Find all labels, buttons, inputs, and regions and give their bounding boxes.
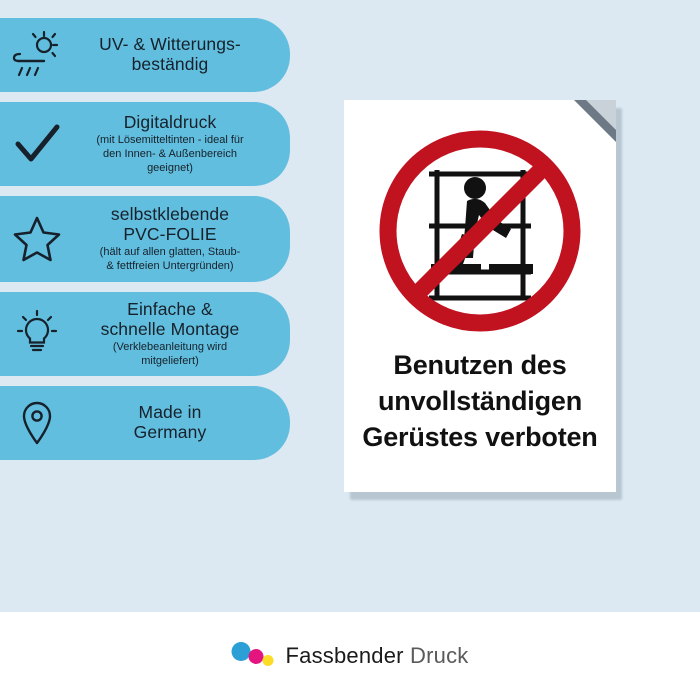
peel-corner-front-icon <box>586 100 616 130</box>
brand-name-suffix: Druck <box>403 643 469 668</box>
feature-main-line: Germany <box>133 422 207 442</box>
sign-text-line: Gerüstes verboten <box>362 421 598 452</box>
feature-main-line: Einfache & <box>127 299 213 320</box>
sign-text-line: Benutzen des <box>393 350 567 380</box>
feature-list <box>0 18 290 470</box>
feature-sub-line: mitgeliefert) <box>141 354 199 367</box>
feature-main-line: Made in <box>138 402 202 423</box>
feature-sub-line: (hält auf allen glatten, Staub- <box>99 245 241 258</box>
feature-text <box>68 403 276 442</box>
dot-cyan <box>232 642 251 661</box>
feature-sub-line: & fettfreien Untergründen) <box>106 259 234 272</box>
feature-item-easy-mounting <box>0 292 290 376</box>
feature-sub-line: den Innen- & Außenbereich <box>103 147 237 160</box>
location-pin-icon <box>6 392 68 454</box>
sign-text-line: unvollständigen <box>377 385 582 416</box>
footer-bar <box>0 612 700 700</box>
cmyk-dots-icon <box>232 641 278 671</box>
prohibition-incomplete-scaffold-icon <box>371 122 589 340</box>
feature-text <box>68 113 276 175</box>
lightbulb-icon <box>6 303 68 365</box>
sun-rain-icon <box>6 24 68 86</box>
feature-main-line: UV- & Witterungs- <box>99 34 241 55</box>
feature-item-made-in-germany <box>0 386 290 460</box>
brand-logo <box>232 641 469 671</box>
sign-warning-text <box>352 348 608 456</box>
feature-item-digital-print <box>0 102 290 186</box>
feature-text <box>68 300 276 367</box>
feature-item-pvc-film <box>0 196 290 282</box>
feature-main-line: Digitaldruck <box>123 112 217 133</box>
feature-main-line: PVC-FOLIE <box>123 224 217 245</box>
feature-main-line: beständig <box>131 54 209 74</box>
feature-item-uv-weather <box>0 18 290 92</box>
dot-yellow <box>263 655 274 666</box>
checkmark-icon <box>6 113 68 175</box>
feature-main-line: schnelle Montage <box>100 319 240 340</box>
sticker-sign <box>344 100 616 492</box>
feature-sub-line: geeignet) <box>147 161 193 174</box>
sign-face <box>344 100 616 492</box>
feature-main-line: selbstklebende <box>110 204 230 225</box>
feature-sub-line: (Verklebeanleitung wird <box>112 340 228 353</box>
brand-name-main: Fassbender <box>285 643 404 668</box>
star-icon <box>6 208 68 270</box>
feature-text <box>68 205 276 272</box>
feature-text <box>68 35 276 74</box>
brand-name <box>286 643 469 669</box>
feature-sub-line: (mit Lösemitteltinten - ideal für <box>96 133 244 146</box>
dot-magenta <box>249 649 264 664</box>
